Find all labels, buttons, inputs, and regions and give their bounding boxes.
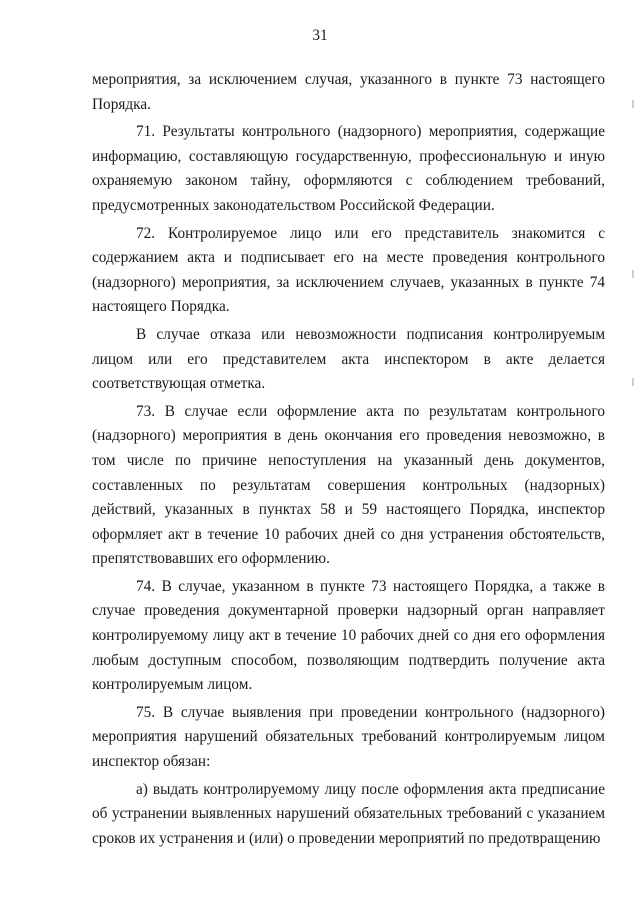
paragraph-75-a: а) выдать контролируемому лицу после оформления акта предписание об устранении выявленных нарушений обязательных требований с указанием сроков их устранения и (или) о проведении мероприятий по предотвращению	[92, 780, 605, 847]
paragraph-72: 72. Контролируемое лицо или его представитель знакомится с содержанием акта и подписывает его на месте проведения контрольного (надзорного) мероприятия, за исключением случаев, указанных в пункте 74 настоящего Порядка.	[92, 224, 605, 316]
scan-edge-mark	[632, 270, 634, 278]
scan-edge-mark	[632, 378, 634, 386]
page-number: 31	[312, 27, 328, 44]
paragraph-75: 75. В случае выявления при проведении контрольного (надзорного) мероприятия нарушений обязательных требований контролируемым лицом инспектор обязан:	[92, 703, 605, 771]
paragraph-continuation: мероприятия, за исключением случая, указанного в пункте 73 настоящего Порядка.	[92, 71, 605, 113]
scan-edge-mark	[632, 100, 634, 108]
paragraph-72-refusal: В случае отказа или невозможности подписания контролируемым лицом или его представителем акта инспектором в акте делается соответствующая отметка.	[92, 325, 605, 393]
paragraph-71: 71. Результаты контрольного (надзорного) мероприятия, содержащие информацию, составляющую государственную, профессиональную и иную охраняемую законом тайну, оформляются с соблюдением требований, предусмотренных законодательством Российской Федерации.	[92, 123, 605, 214]
paragraph-73: 73. В случае если оформление акта по результатам контрольного (надзорного) мероприятия в день окончания его проведения невозможно, в том числе по причине непоступления на указанный день документов, составленных по результатам совершения контрольных (надзорных) действий, указанных в пунктах 58 и 59 настоящего Порядка, инспектор оформляет акт в течение 10 рабочих дней со дня устранения обстоятельств, препятствовавших его оформлению.	[92, 402, 605, 568]
document-body	[92, 68, 605, 854]
paragraph-74: 74. В случае, указанном в пункте 73 настоящего Порядка, а также в случае проведения документарной проверки надзорный орган направляет контролируемому лицу акт в течение 10 рабочих дней со дня его оформления любым доступным способом, позволяющим подтвердить получение акта контролируемым лицом.	[92, 577, 605, 694]
